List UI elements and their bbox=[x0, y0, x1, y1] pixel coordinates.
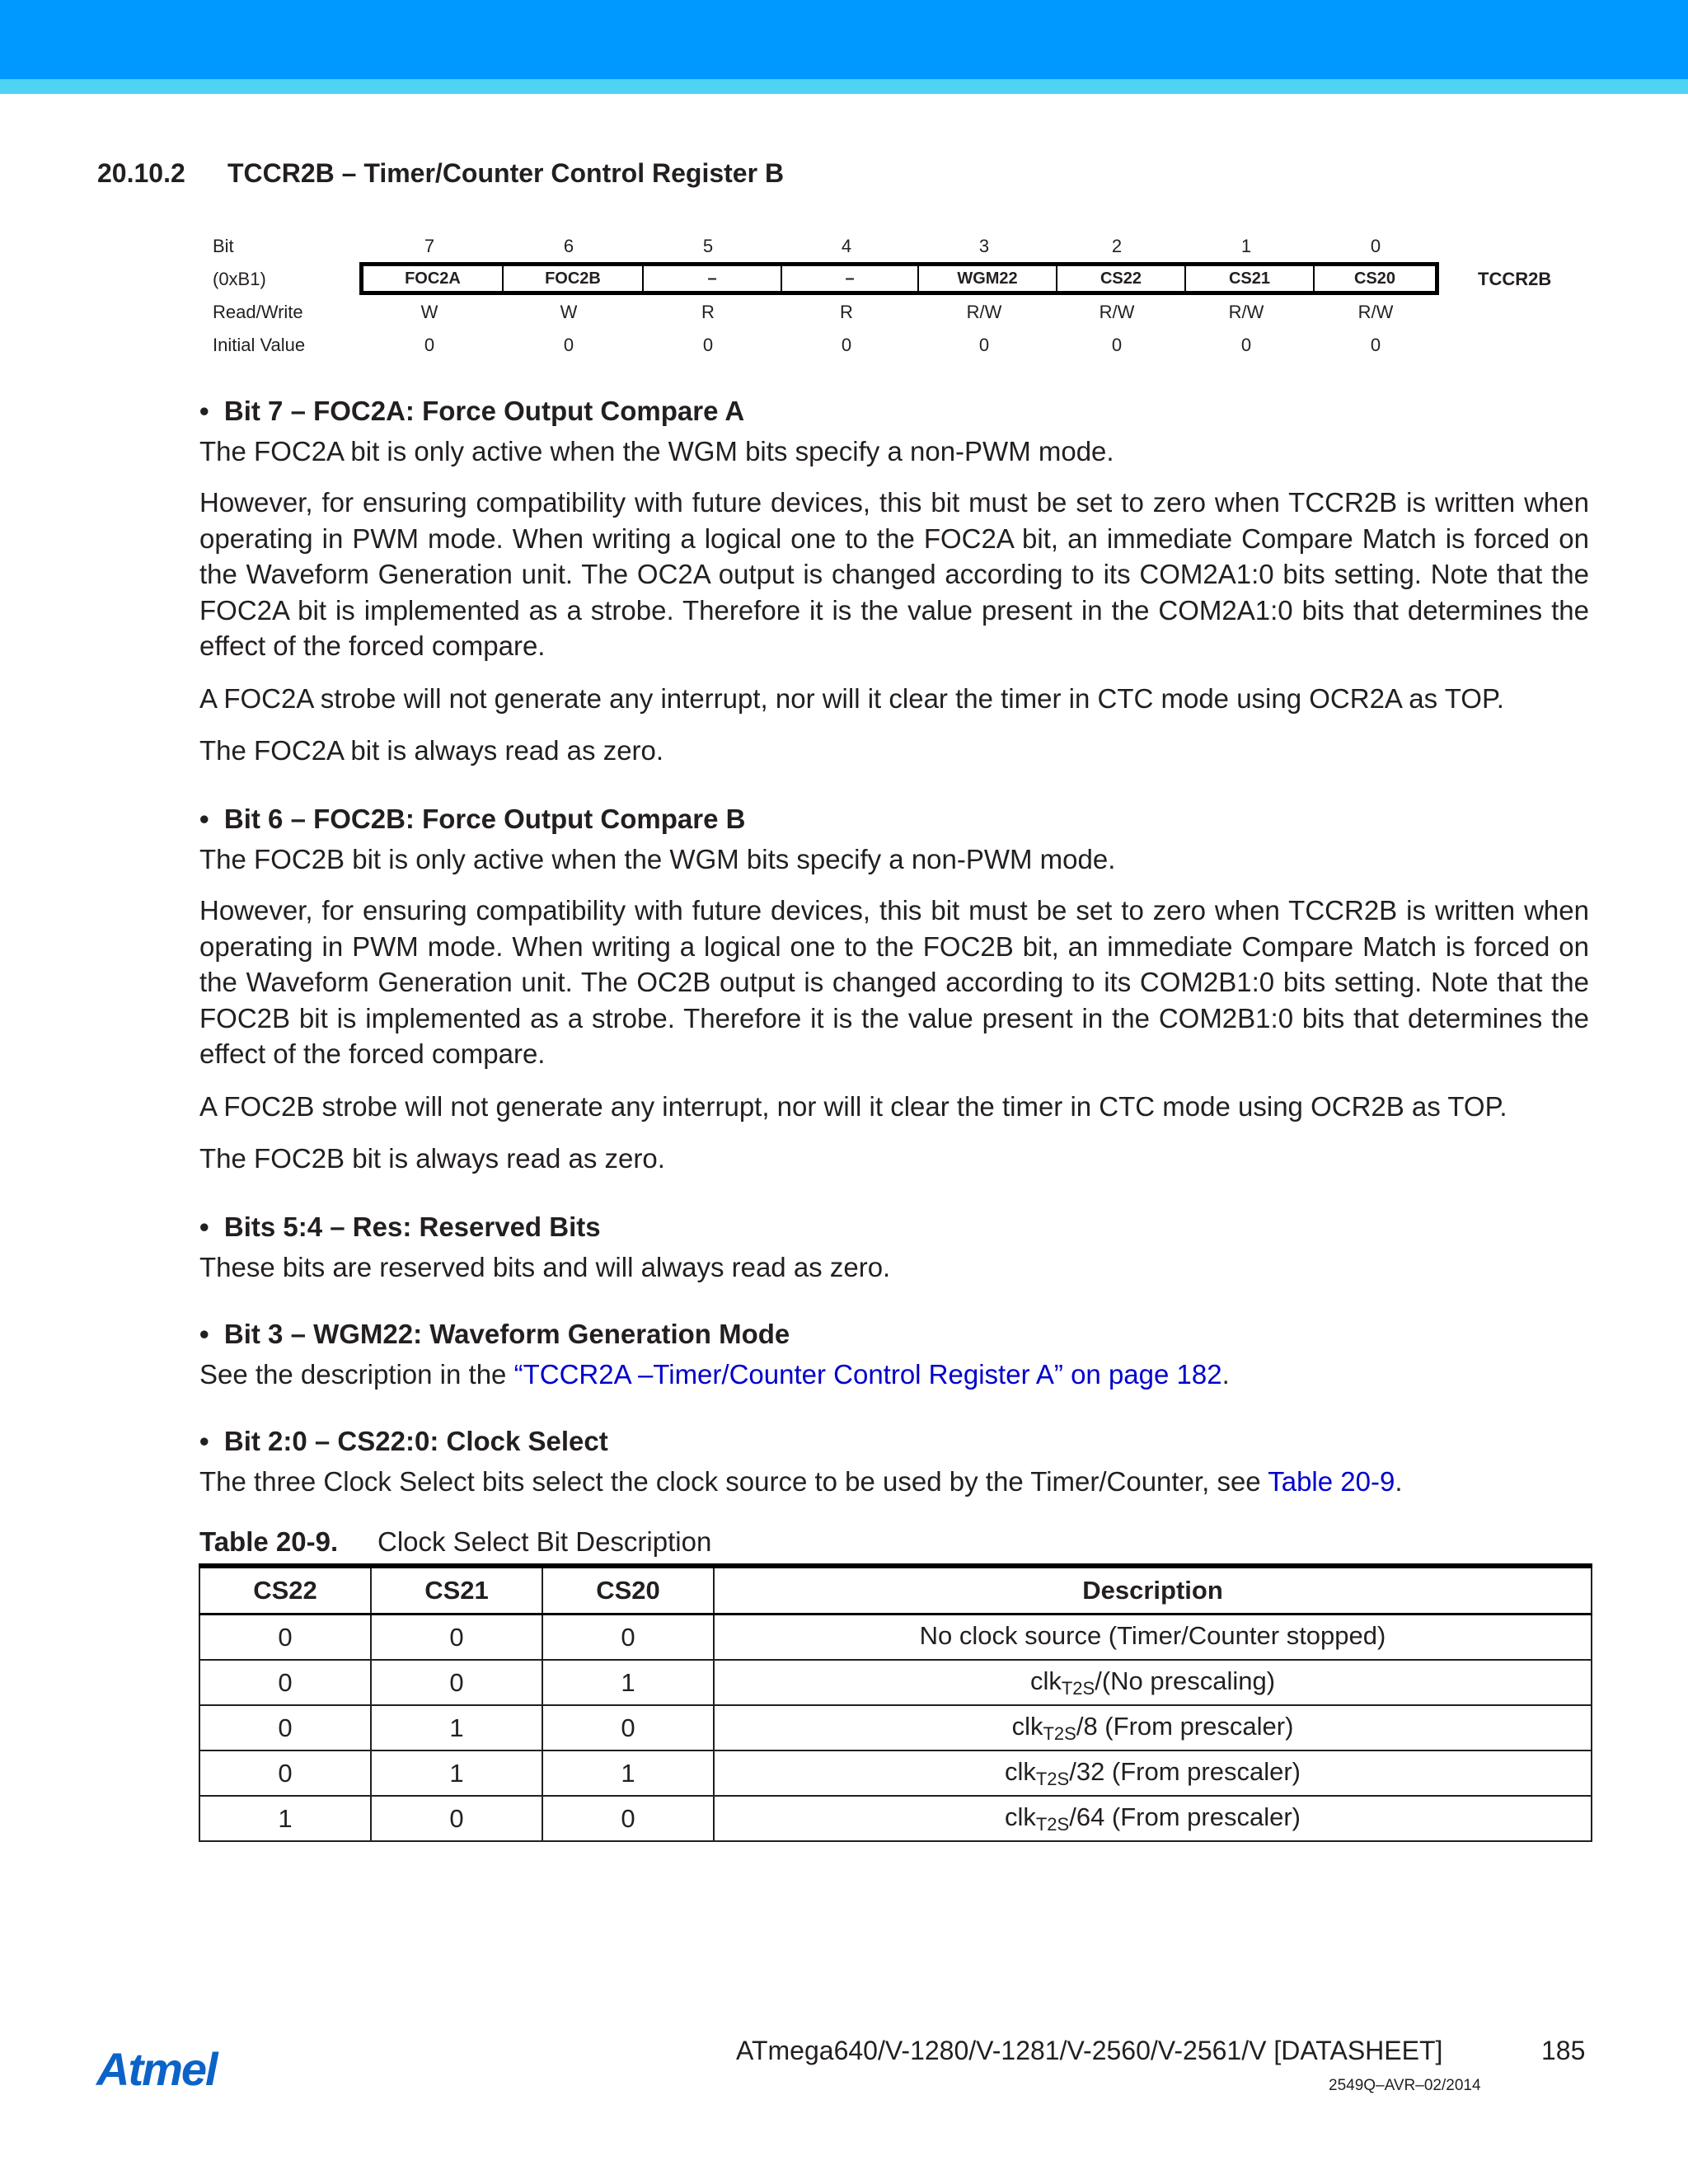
footer-doc-title: ATmega640/V-1280/V-1281/V-2560/V-2561/V [DATASHEET] bbox=[736, 2036, 1443, 2065]
bit3-heading: • Bit 3 – WGM22: Waveform Generation Mode bbox=[199, 1319, 790, 1349]
table-cell: 1 bbox=[542, 1750, 714, 1796]
table-cell: 0 bbox=[199, 1750, 371, 1796]
desc-sub: T2S bbox=[1035, 1813, 1070, 1835]
table-cell: 0 bbox=[199, 1705, 371, 1750]
table-cell: 1 bbox=[542, 1660, 714, 1705]
access-value: W bbox=[560, 302, 578, 322]
bit-field: – bbox=[782, 266, 919, 291]
desc-main: clk bbox=[1029, 1666, 1062, 1695]
row-label-initial: Initial Value bbox=[213, 335, 306, 355]
bit-number: 6 bbox=[563, 236, 574, 256]
access-value: R/W bbox=[1357, 302, 1394, 322]
desc-main: No clock source (Timer/Counter stopped) bbox=[919, 1620, 1386, 1650]
table-caption-title: Clock Select Bit Description bbox=[377, 1526, 712, 1557]
table-cell: 1 bbox=[199, 1796, 371, 1841]
clock-select-table bbox=[199, 1563, 1592, 1842]
initial-value: 0 bbox=[1240, 335, 1252, 355]
access-value: R bbox=[701, 302, 715, 322]
desc-main: clk bbox=[1004, 1756, 1036, 1786]
bit7-para-3: A FOC2A strobe will not generate any interrupt, nor will it clear the timer in CTC mode using OCR2A as TOP. bbox=[199, 683, 1504, 714]
atmel-logo: Atmel bbox=[96, 2043, 217, 2095]
bit-field: FOC2A bbox=[363, 266, 504, 291]
table-cell: 0 bbox=[199, 1615, 371, 1661]
initial-value: 0 bbox=[1370, 335, 1381, 355]
bit-number: 7 bbox=[424, 236, 435, 256]
bit3-para-prefix: See the description in the bbox=[199, 1359, 514, 1390]
bit-number: 3 bbox=[978, 236, 990, 256]
section-title: TCCR2B – Timer/Counter Control Register B bbox=[227, 158, 785, 188]
table-cell: 1 bbox=[371, 1705, 542, 1750]
bit-number: 1 bbox=[1240, 236, 1252, 256]
table-row bbox=[199, 1750, 1592, 1796]
table-header-cell: CS22 bbox=[199, 1566, 371, 1615]
table-cell: 0 bbox=[542, 1796, 714, 1841]
table-cell: 0 bbox=[199, 1660, 371, 1705]
bit7-heading-text: Bit 7 – FOC2A: Force Output Compare A bbox=[223, 396, 745, 426]
bits20-para-suffix: . bbox=[1395, 1466, 1403, 1497]
desc-rest: /8 (From prescaler) bbox=[1076, 1711, 1294, 1741]
initial-value: 0 bbox=[1111, 335, 1123, 355]
access-value: W bbox=[420, 302, 438, 322]
bit7-heading: • Bit 7 – FOC2A: Force Output Compare A bbox=[199, 396, 745, 426]
bit3-heading-text: Bit 3 – WGM22: Waveform Generation Mode bbox=[223, 1319, 790, 1349]
table-desc-cell bbox=[714, 1705, 1592, 1750]
desc-rest: /(No prescaling) bbox=[1095, 1666, 1276, 1695]
bit-field: FOC2B bbox=[504, 266, 644, 291]
access-value: R bbox=[840, 302, 853, 322]
access-value: R/W bbox=[966, 302, 1002, 322]
row-label-read-write: Read/Write bbox=[213, 302, 303, 322]
bits20-heading: • Bit 2:0 – CS22:0: Clock Select bbox=[199, 1426, 608, 1456]
footer-revision: 2549Q–AVR–02/2014 bbox=[1329, 2077, 1481, 2094]
initial-value: 0 bbox=[424, 335, 435, 355]
table-cell: 0 bbox=[371, 1615, 542, 1661]
desc-sub: T2S bbox=[1035, 1768, 1070, 1789]
row-label-bit: Bit bbox=[213, 236, 234, 256]
initial-value: 0 bbox=[841, 335, 852, 355]
table-cell: 0 bbox=[542, 1615, 714, 1661]
bit-number: 4 bbox=[841, 236, 852, 256]
table-desc-cell bbox=[714, 1615, 1592, 1661]
initial-value: 0 bbox=[702, 335, 714, 355]
desc-sub: T2S bbox=[1043, 1722, 1076, 1744]
table-cell: 0 bbox=[542, 1705, 714, 1750]
bit-field: CS21 bbox=[1186, 266, 1315, 291]
bit-field: WGM22 bbox=[919, 266, 1057, 291]
register-bit-fields bbox=[359, 262, 1439, 295]
table-cell: 0 bbox=[371, 1660, 542, 1705]
initial-value: 0 bbox=[978, 335, 990, 355]
desc-rest: /64 (From prescaler) bbox=[1069, 1802, 1301, 1831]
bit6-heading-text: Bit 6 – FOC2B: Force Output Compare B bbox=[223, 804, 746, 834]
table-caption-number: Table 20-9. bbox=[199, 1526, 339, 1557]
desc-main: clk bbox=[1004, 1802, 1036, 1831]
bit-number: 2 bbox=[1111, 236, 1123, 256]
table-desc-cell bbox=[714, 1750, 1592, 1796]
bit7-para-1: The FOC2A bit is only active when the WGM bits specify a non-PWM mode. bbox=[199, 436, 1114, 466]
register-map bbox=[0, 0, 1688, 379]
table-caption bbox=[199, 1526, 711, 1558]
access-value: R/W bbox=[1228, 302, 1264, 322]
bit6-heading: • Bit 6 – FOC2B: Force Output Compare B bbox=[199, 804, 746, 834]
section-number: 20.10.2 bbox=[97, 158, 185, 188]
bits54-para-1: These bits are reserved bits and will always read as zero. bbox=[199, 1252, 891, 1282]
table-row bbox=[199, 1705, 1592, 1750]
bit6-para-4: The FOC2B bit is always read as zero. bbox=[199, 1143, 665, 1174]
table-desc-cell bbox=[714, 1660, 1592, 1705]
bit-field: – bbox=[644, 266, 782, 291]
table-row bbox=[199, 1660, 1592, 1705]
bit3-para-1 bbox=[199, 1357, 1589, 1393]
footer-page-number: 185 bbox=[1541, 2036, 1586, 2065]
table-row bbox=[199, 1796, 1592, 1841]
table-header-cell: CS20 bbox=[542, 1566, 714, 1615]
bit6-para-3: A FOC2B strobe will not generate any interrupt, nor will it clear the timer in CTC mode using OCR2B as TOP. bbox=[199, 1091, 1507, 1122]
access-value: R/W bbox=[1099, 302, 1135, 322]
table-row bbox=[199, 1615, 1592, 1661]
table-cell: 1 bbox=[371, 1750, 542, 1796]
table-cell: 0 bbox=[371, 1796, 542, 1841]
table-header-cell: Description bbox=[714, 1566, 1592, 1615]
bits20-para-prefix: The three Clock Select bits select the clock source to be used by the Timer/Counter, see bbox=[199, 1466, 1268, 1497]
table-header-cell: CS21 bbox=[371, 1566, 542, 1615]
desc-main: clk bbox=[1011, 1711, 1043, 1741]
desc-sub: T2S bbox=[1061, 1677, 1095, 1699]
bits54-heading: • Bits 5:4 – Res: Reserved Bits bbox=[199, 1212, 601, 1242]
bits20-heading-text: Bit 2:0 – CS22:0: Clock Select bbox=[223, 1426, 608, 1456]
bit6-para-2: However, for ensuring compatibility with future devices, this bit must be set to zero when TCCR2B is written when operating in PWM mode. When writing a logical one to the FOC2B bit, an immediate Compare Match is forced on the Waveform Generation unit. The OC2B output is changed according to its COM2B1:0 bits setting. Note that the FOC2B bit is implemented as a strobe. Therefore it is the value present in the COM2B1:0 bits that determines the effect of the forced compare. bbox=[199, 895, 1589, 1069]
register-name: TCCR2B bbox=[1478, 269, 1552, 289]
tccr2a-reference-link[interactable]: “TCCR2A –Timer/Counter Control Register A” on page 182 bbox=[513, 1359, 1222, 1390]
table-20-9-link[interactable]: Table 20-9 bbox=[1268, 1466, 1395, 1497]
bit6-para-1: The FOC2B bit is only active when the WGM bits specify a non-PWM mode. bbox=[199, 844, 1116, 874]
bit-field: CS20 bbox=[1353, 269, 1396, 288]
bit7-para-4: The FOC2A bit is always read as zero. bbox=[199, 735, 664, 766]
initial-value: 0 bbox=[563, 335, 574, 355]
bits54-heading-text: Bits 5:4 – Res: Reserved Bits bbox=[223, 1212, 601, 1242]
row-label-address: (0xB1) bbox=[213, 269, 266, 289]
bit7-para-2: However, for ensuring compatibility with future devices, this bit must be set to zero when TCCR2B is written when operating in PWM mode. When writing a logical one to the FOC2A bit, an immediate Compare Match is forced on the Waveform Generation unit. The OC2A output is changed according to its COM2A1:0 bits setting. Note that the FOC2A bit is implemented as a strobe. Therefore it is the value present in the COM2A1:0 bits that determines the effect of the forced compare. bbox=[199, 487, 1589, 661]
bit-number: 5 bbox=[702, 236, 714, 256]
bits20-para-1 bbox=[199, 1464, 1589, 1500]
bit-field: CS22 bbox=[1057, 266, 1186, 291]
table-header-row bbox=[199, 1566, 1592, 1615]
table-desc-cell bbox=[714, 1796, 1592, 1841]
desc-rest: /32 (From prescaler) bbox=[1069, 1756, 1301, 1786]
bit-number: 0 bbox=[1370, 236, 1381, 256]
bit3-para-suffix: . bbox=[1221, 1359, 1230, 1390]
